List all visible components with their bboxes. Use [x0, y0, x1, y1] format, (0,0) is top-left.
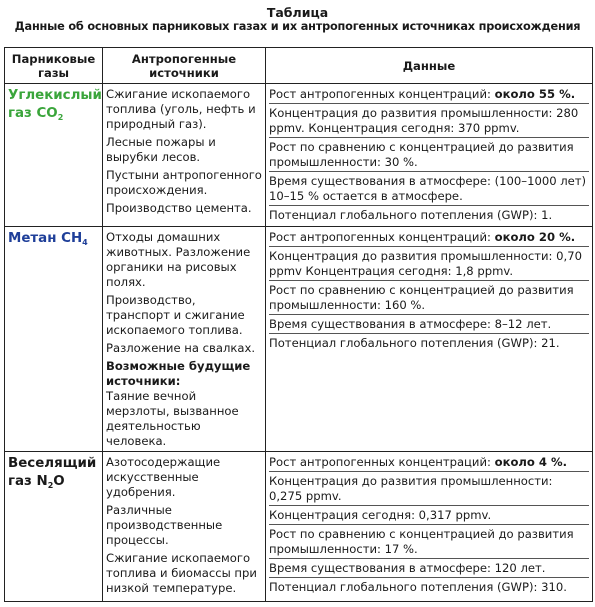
table-caption [0, 0, 595, 34]
data-growth [269, 455, 589, 472]
gas-name-text: Метан CH [8, 231, 83, 246]
data-growth [269, 87, 589, 104]
data-growth-prefix: Рост антропогенных концентраций: [269, 230, 495, 244]
table-row-ch4 [5, 227, 593, 452]
source-item: Различные производственные процессы. [106, 503, 223, 547]
sources-co2 [103, 84, 266, 227]
data-growth-compare: Рост по сравнению с концентрацией до развития промышленности: 160 %. [269, 281, 589, 315]
data-ch4 [266, 227, 593, 452]
table-header-row [5, 48, 593, 84]
source-item: Производство, транспорт и сжигание ископаемого топлива. [106, 293, 245, 337]
gas-subscript: 2 [57, 113, 64, 122]
data-lifetime: Время существования в атмосфере: 8–12 лет. [269, 315, 589, 334]
data-n2o [266, 452, 593, 602]
data-growth [269, 230, 589, 247]
gas-name-tail: O [53, 474, 65, 489]
source-item: Сжигание ископаемого топлива и биомассы при низкой температуре. [106, 551, 257, 595]
data-lifetime: Время существования в атмосфере: 120 лет. [269, 559, 589, 578]
sources-n2o [103, 452, 266, 602]
data-co2 [266, 84, 593, 227]
source-item: Азотосодержащие искусственные удобрения. [106, 455, 221, 499]
data-lifetime: Время существования в атмосфере: (100–1000 лет) 10–15 % остается в атмосфере. [269, 172, 589, 206]
data-growth-prefix: Рост антропогенных концентраций: [269, 87, 495, 101]
sources-ch4 [103, 227, 266, 452]
source-item: Отходы домашних животных. Разложение органики на рисовых полях. [106, 230, 251, 289]
data-growth-prefix: Рост антропогенных концентраций: [269, 455, 495, 469]
gas-name-text: Веселящий газ N [8, 456, 97, 489]
data-current: Концентрация сегодня: 0,317 ppmv. [269, 506, 589, 525]
gas-name-text: Углекислый газ CO [8, 88, 102, 121]
table-row-co2 [5, 84, 593, 227]
table-row-n2o [5, 452, 593, 602]
gas-name-ch4 [5, 227, 103, 452]
header-data: Данные [266, 48, 593, 84]
caption-title: Данные об основных парниковых газах и их антропогенных источниках происхождения [14, 20, 581, 33]
data-pre-industrial: Концентрация до развития промышленности: 280 ppmv. Концентрация сегодня: 370 ppmv. [269, 104, 589, 138]
data-growth-value: около 4 %. [494, 455, 568, 469]
data-gwp: Потенциал глобального потепления (GWP): 21. [269, 336, 560, 350]
caption-word: Таблица [266, 5, 329, 20]
gas-subscript: 4 [82, 238, 88, 247]
source-item: Производство цемента. [106, 201, 252, 215]
gas-name-n2o [5, 452, 103, 602]
header-gas: Парниковые газы [5, 48, 103, 84]
gas-name-co2 [5, 84, 103, 227]
source-item: Лесные пожары и вырубки лесов. [106, 135, 216, 164]
data-pre-industrial: Концентрация до развития промышленности: 0,70 ppmv Концентрация сегодня: 1,8 ppmv. [269, 247, 589, 281]
source-item: Сжигание ископаемого топлива (уголь, нефть и природный газ). [106, 87, 256, 131]
future-source-item: Таяние вечной мерзлоты, вызванное деятельностью человека. [106, 389, 239, 448]
data-pre-industrial: Концентрация до развития промышленности: 0,275 ppmv. [269, 472, 589, 506]
data-growth-value: около 55 %. [494, 87, 576, 101]
data-growth-value: около 20 %. [494, 230, 576, 244]
data-gwp: Потенциал глобального потепления (GWP): 1. [269, 208, 553, 222]
future-sources-heading: Возможные будущие источники: [106, 359, 251, 388]
gas-subscript: 2 [47, 481, 54, 490]
greenhouse-gas-table [4, 47, 593, 602]
header-sources: Антропогенные источники [103, 48, 266, 84]
data-growth-compare: Рост по сравнению с концентрацией до развития промышленности: 30 %. [269, 138, 589, 172]
data-growth-compare: Рост по сравнению с концентрацией до развития промышленности: 17 %. [269, 525, 589, 559]
source-item: Пустыни антропогенного происхождения. [106, 168, 262, 197]
source-item: Разложение на свалках. [106, 341, 256, 355]
data-gwp: Потенциал глобального потепления (GWP): 310. [269, 580, 567, 594]
